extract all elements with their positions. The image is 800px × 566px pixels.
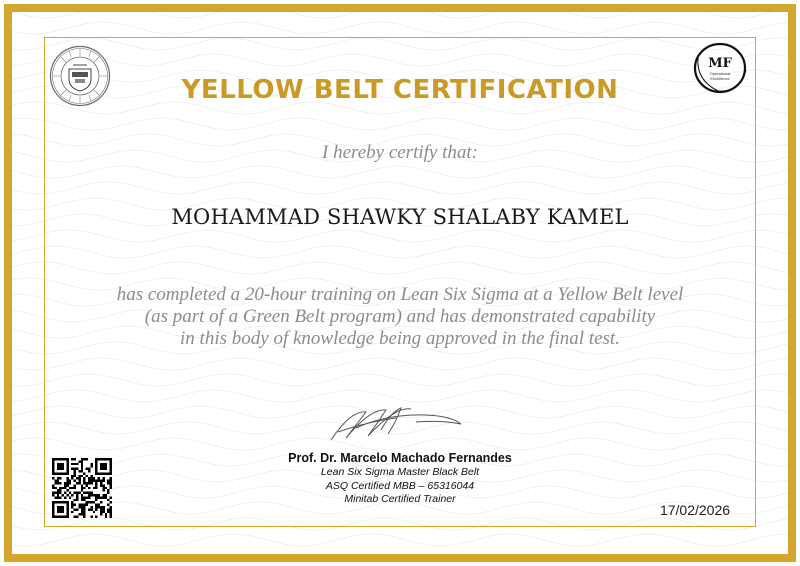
certify-intro: I hereby certify that:	[322, 142, 478, 163]
certificate-title: YELLOW BELT CERTIFICATION	[181, 75, 619, 105]
body-line: in this body of knowledge being approved in the final test.	[180, 328, 620, 349]
body-line: (as part of a Green Belt program) and has demonstrated capability	[144, 306, 656, 327]
issue-date: 17/02/2026	[659, 502, 731, 518]
signature-image	[326, 400, 466, 445]
signer-name: Prof. Dr. Marcelo Machado Fernandes	[288, 451, 512, 465]
recipient-name: MOHAMMAD SHAWKY SHALABY KAMEL	[171, 205, 629, 229]
mf-logo-subtext-1: Operational	[709, 71, 731, 76]
certificate-body	[80, 284, 720, 350]
signer-block	[250, 450, 550, 507]
qr-code	[52, 458, 112, 518]
mf-logo-subtext-2: Excellence	[710, 76, 730, 81]
signer-title: Lean Six Sigma Master Black Belt	[320, 466, 480, 478]
signer-certification: ASQ Certified MBB – 65316044	[325, 479, 475, 492]
signer-trainer: Minitab Certified Trainer	[344, 493, 456, 505]
mf-logo-text: MF	[708, 56, 732, 71]
body-line: has completed a 20-hour training on Lean Six Sigma at a Yellow Belt level	[116, 284, 684, 305]
